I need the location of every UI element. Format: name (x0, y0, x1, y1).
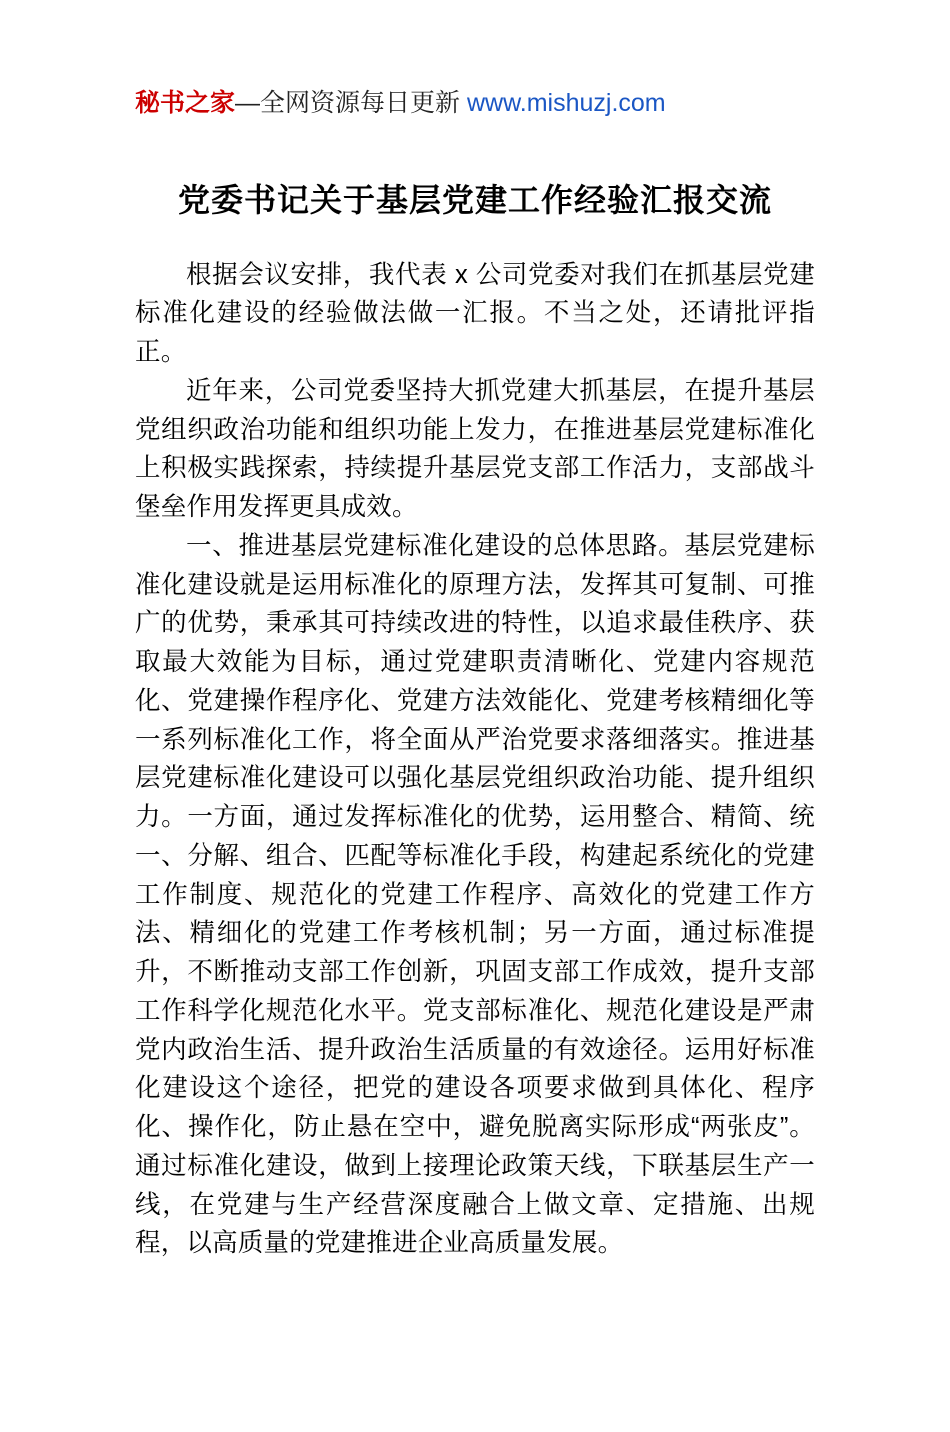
watermark-brand: 秘书之家 (135, 89, 236, 117)
watermark-url[interactable]: www.mishuzj.com (466, 89, 666, 117)
watermark-tagline: —全网资源每日更新 (235, 89, 467, 117)
paragraph-3: 一、推进基层党建标准化建设的总体思路。基层党建标准化建设就是运用标准化的原理方法，发挥其可复制、可推广的优势，秉承其可持续改进的特性，以追求最佳秩序、获取最大效能为目标，通过党建职责清晰化、党建内容规范化、党建操作程序化、党建方法效能化、党建考核精细化等一系列标准化工作，将全面从严治党要求落细落实。推进基层党建标准化建设可以强化基层党组织政治功能、提升组织力。一方面，通过发挥标准化的优势，运用整合、精简、统一、分解、组合、匹配等标准化手段，构建起系统化的党建工作制度、规范化的党建工作程序、高效化的党建工作方法、精细化的党建工作考核机制；另一方面，通过标准提升，不断推动支部工作创新，巩固支部工作成效，提升支部工作科学化规范化水平。党支部标准化、规范化建设是严肃党内政治生活、提升政治生活质量的有效途径。运用好标准化建设这个途径，把党的建设各项要求做到具体化、程序化、操作化，防止悬在空中，避免脱离实际形成“两张皮”。通过标准化建设，做到上接理论政策天线，下联基层生产一线，在党建与生产经营深度融合上做文章、定措施、出规程，以高质量的党建推进企业高质量发展。 (135, 531, 815, 1258)
page-title: 党委书记关于基层党建工作经验汇报交流 (177, 182, 772, 218)
document-page (0, 88, 950, 1432)
document-body (135, 256, 815, 1264)
site-watermark (135, 88, 815, 118)
paragraph-1: 根据会议安排，我代表 x 公司党委对我们在抓基层党建标准化建设的经验做法做一汇报。不当之处，还请批评指正。 (135, 260, 815, 367)
paragraph-2: 近年来，公司党委坚持大抓党建大抓基层，在提升基层党组织政治功能和组织功能上发力，在推进基层党建标准化上积极实践探索，持续提升基层党支部工作活力，支部战斗堡垒作用发挥更具成效。 (135, 376, 815, 522)
